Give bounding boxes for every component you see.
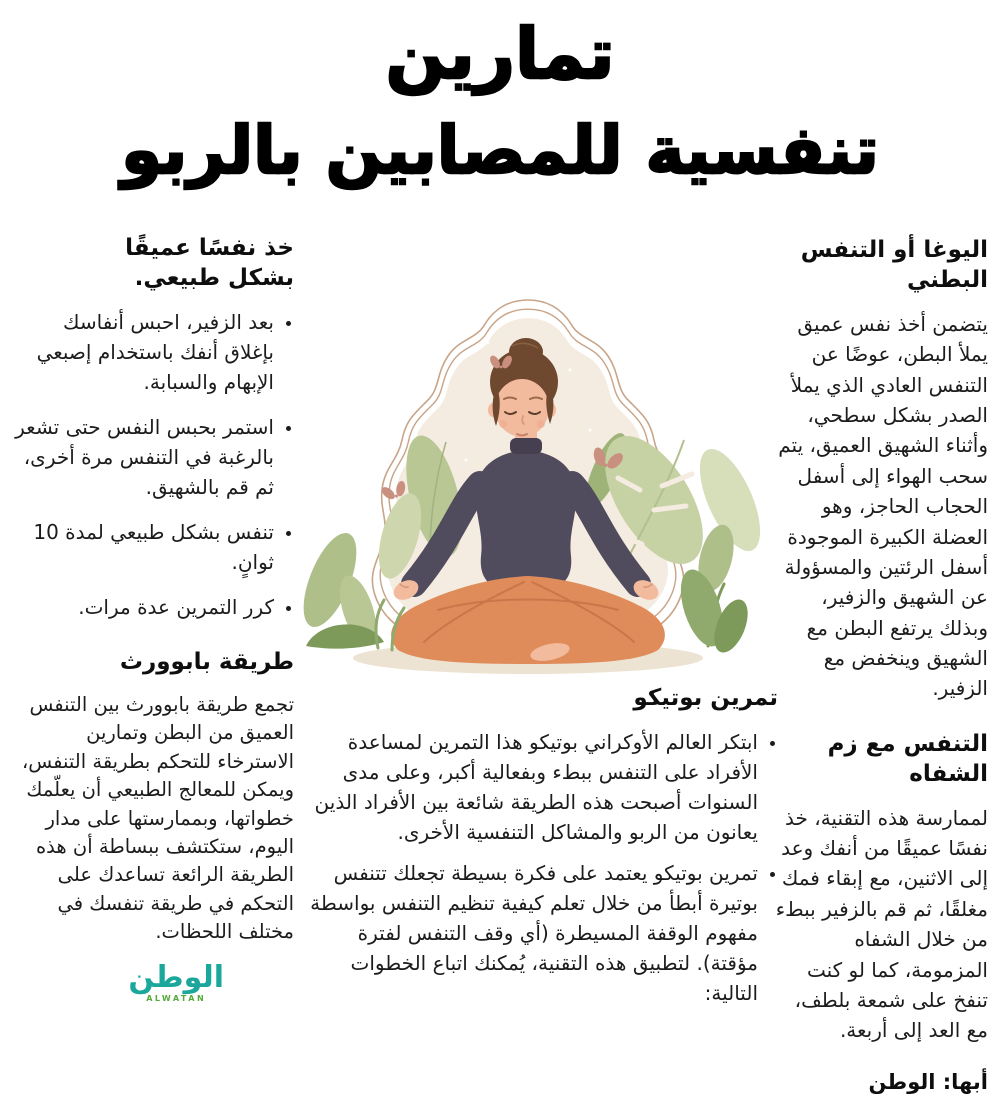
alwatan-logo-tagline: ALWATAN [146,993,207,1003]
face [495,379,549,437]
alwatan-logo-wordmark: الوطن [128,959,224,995]
section-heading-pursed-lips: التنفس مع زم الشفاه [827,730,988,787]
list-item: • ابتكر العالم الأوكراني بوتيكو هذا التمرين لمساعدة الأفراد على التنفس ببطء وبفعالية أكبر، وعلى مدى السنوات أصبحت هذه الطريقة شائعة بين الأفراد الذين يعانون من الربو والمشاكل التنفسية الأخرى. [300,727,758,847]
section-heading-natural-breath: خذ نفسًا عميقًا بشكل طبيعي. [125,235,294,291]
list-item: • بعد الزفير، احبس أنفاسك بإغلاق أنفك باستخدام إصبعي الإبهام والسبابة. [12,307,274,397]
list-item: • تنفس بشكل طبيعي لمدة 10 ثوانٍ. [12,517,274,577]
woman-collar [510,438,542,454]
meditation-illustration [288,248,763,680]
alwatan-logo [128,961,224,1003]
section-body-pursed-lips: لممارسة هذه التقنية، خذ نفسًا عميقًا من أنفك وعد إلى الاثنين، مع إبقاء فمك مغلقًا، ثم قم بالزفير ببطء من خلال الشفاه المزمومة، كما لو كنت تنفخ على شمعة بلطف، مع العد إلى أربعة. [775,805,988,1043]
page-title [0,2,1000,200]
section-heading-buteyko: تمرين بوتيكو [633,685,778,711]
buteyko-list [300,727,778,1008]
woman-torso [476,450,577,595]
section-heading-papworth: طريقة بابوورث [119,648,294,675]
section-body-papworth: تجمع طريقة بابوورث بين التنفس العميق من البطن وتمارين الاسترخاء للتحكم بطريقة التنفس، ويمكن للمعالج الطبيعي أن يعلّمك خطواتها، وبممارستها على مدار اليوم، ستكتشف ببساطة أن هذه الطريقة الرائعة تساعدك على التحكم في طريقة تنفسك في مختلف اللحظات. [22,692,294,944]
section-heading-yoga: اليوغا أو التنفس البطني [800,237,988,293]
column-left [12,234,294,1003]
meditation-illustration-svg [288,248,763,680]
page-title-line2: تنفسية للمصابين بالربو [121,112,879,189]
section-body-yoga: يتضمن أخذ نفس عميق يملأ البطن، عوضًا عن التنفس العادي الذي يملأ الصدر بشكل سطحي، وأثناء الشهيق العميق، يتم سحب الهواء إلى أسفل الحجاب الحاجز، وهو العضلة الكبيرة الموجودة أسفل الرئتين والمسؤولة عن الشهيق والزفير، وبذلك يرتفع البطن مع الشهيق وينخفض مع الزفير. [778,311,988,701]
column-middle [300,684,778,1019]
page-title-line1: تمارين [385,13,615,95]
column-right [774,236,988,1094]
natural-breath-list [12,307,294,622]
list-item: • تمرين بوتيكو يعتمد على فكرة بسيطة تجعلك تتنفس بوتيرة أبطأ من خلال تعلم كيفية تنظيم التنفس بواسطة مفهوم الوقفة المسيطرة (أي وقف التنفس لفترة مؤقتة). لتطبيق هذه التقنية، يُمكنك اتباع الخطوات التالية: [300,858,758,1008]
list-item: • كرر التمرين عدة مرات. [12,592,274,622]
list-item: • استمر بحبس النفس حتى تشعر بالرغبة في التنفس مرة أخرى، ثم قم بالشهيق. [12,412,274,502]
byline: أبها: الوطن [868,1069,988,1094]
